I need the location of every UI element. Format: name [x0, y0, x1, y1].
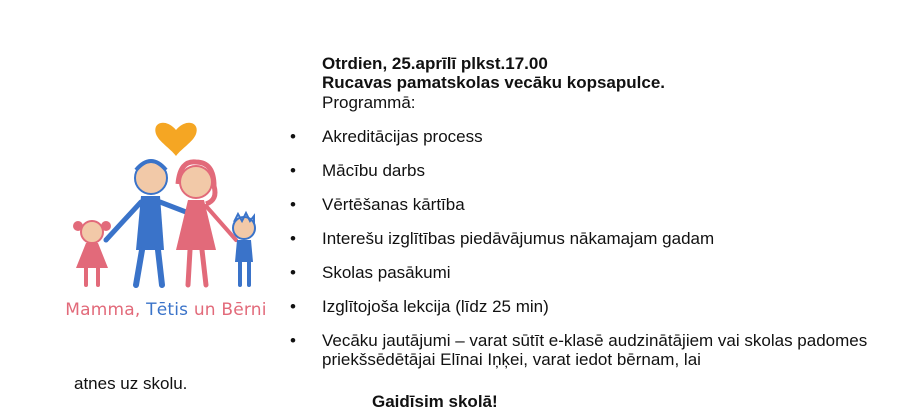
bullet: • — [290, 331, 296, 350]
event-date: Otrdien, 25.aprīlī plkst.17.00 — [322, 54, 548, 73]
logo-caption-mamma: Mamma, — [65, 300, 147, 320]
list-item — [286, 263, 876, 282]
list-item-text: Izglītojoša lekcija (līdz 25 min) — [322, 297, 549, 316]
family-drawing-icon — [56, 100, 276, 300]
bullet: • — [290, 297, 296, 316]
list-item — [286, 195, 876, 214]
list-item-text: Interešu izglītības piedāvājumus nākamajam gadam — [322, 229, 715, 248]
girl-head — [81, 221, 103, 243]
list-item — [286, 161, 876, 180]
mother-dress — [176, 200, 216, 250]
bullet: • — [290, 263, 296, 282]
list-item — [286, 331, 876, 369]
logo-caption-tetis: Tētis — [146, 300, 189, 320]
logo-caption-un: un — [188, 300, 222, 320]
boy-body — [235, 240, 253, 262]
program-intro: Programmā: — [322, 93, 416, 112]
list-item — [286, 127, 876, 146]
event-title: Rucavas pamatskolas vecāku kopsapulce. — [322, 73, 666, 92]
list-item — [286, 297, 876, 316]
trailing-text: atnes uz skolu. — [74, 374, 188, 393]
list-item-text: Vērtēšanas kārtība — [322, 195, 465, 214]
bullet: • — [290, 195, 296, 214]
heart-icon — [155, 123, 196, 156]
bullet: • — [290, 229, 296, 248]
list-item — [286, 229, 876, 248]
event-heading — [322, 54, 665, 92]
list-item-text: Mācību darbs — [322, 161, 425, 180]
logo-caption — [56, 300, 276, 320]
logo-caption-berni: Bērni — [221, 300, 267, 320]
bullet: • — [290, 161, 296, 180]
girl-dress — [76, 243, 108, 268]
list-item-text: Vecāku jautājumi – varat sūtīt e-klasē audzinātājiem vai skolas padomes priekšsēdētājai Elīnai Iņķei, varat iedot bērnam, lai — [322, 331, 868, 369]
closing-text: Gaidīsim skolā! — [372, 392, 498, 411]
list-item-text: Akreditācijas process — [322, 127, 483, 146]
family-logo — [56, 100, 276, 340]
list-item-text: Skolas pasākumi — [322, 263, 451, 282]
mother-head — [180, 166, 212, 198]
bullet: • — [290, 127, 296, 146]
program-list — [286, 127, 876, 369]
